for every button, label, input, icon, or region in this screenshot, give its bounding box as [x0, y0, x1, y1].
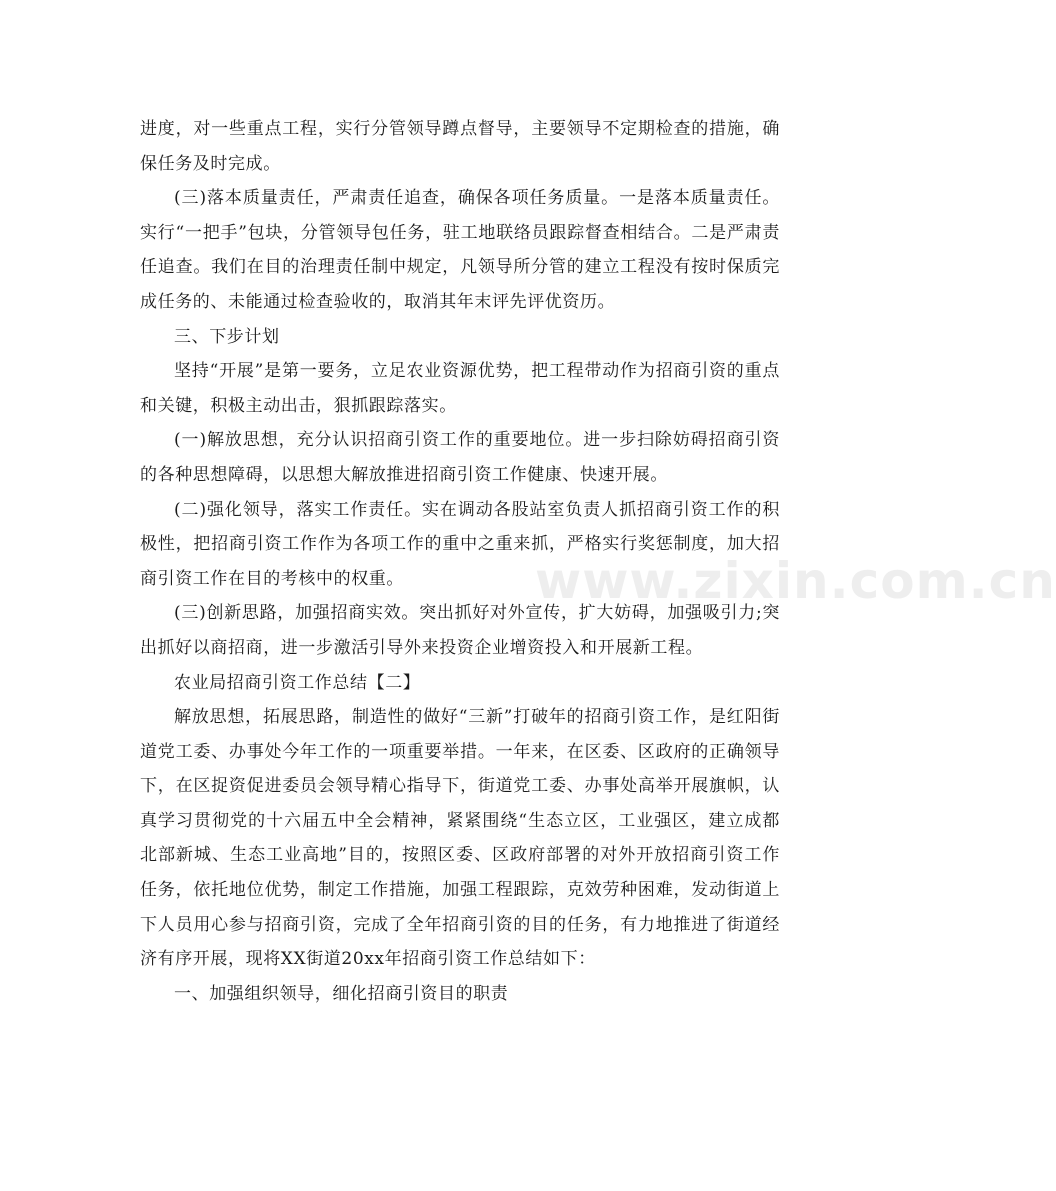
document-subtitle: 农业局招商引资工作总结【二】 — [174, 672, 421, 693]
section-heading-next-plan: 三、下步计划 — [174, 326, 280, 347]
section-heading-organization: 一、加强组织领导，细化招商引资目的职责 — [174, 983, 509, 1004]
paragraph-innovate-ideas: (三)创新思路，加强招商实效。突出抓好对外宣传，扩大妨碍，加强吸引力;突出抓好以商招商，进一步激活引导外来投资企业增资投入和开展新工程。 — [140, 603, 780, 658]
paragraph-continuation: 进度，对一些重点工程，实行分管领导蹲点督导，主要领导不定期检查的措施，确保任务及时完成。 — [140, 119, 780, 174]
paragraph-quality-responsibility: (三)落本质量责任，严肃责任追查，确保各项任务质量。一是落本质量责任。实行“一把手”包块，分管领导包任务，驻工地联络员跟踪督查相结合。二是严肃责任追查。我们在目的治理责任制中规定，凡领导所分管的建立工程没有按时保质完成任务的、未能通过检查验收的，取消其年末评先评优资历。 — [140, 188, 780, 312]
paragraph-emancipate-thinking: (一)解放思想，充分认识招商引资工作的重要地位。进一步扫除妨碍招商引资的各种思想障碍，以思想大解放推进招商引资工作健康、快速开展。 — [140, 430, 780, 485]
paragraph-development-priority: 坚持“开展”是第一要务，立足农业资源优势，把工程带动作为招商引资的重点和关键，积极主动出击，狠抓跟踪落实。 — [140, 361, 780, 416]
paragraph-summary-intro: 解放思想，拓展思路，制造性的做好“三新”打破年的招商引资工作，是红阳街道党工委、办事处今年工作的一项重要举措。一年来，在区委、区政府的正确领导下，在区捉资促进委员会领导精心指导下，街道党工委、办事处高举开展旗帜，认真学习贯彻党的十六届五中全会精神，紧紧围绕“生态立区，工业强区，建立成都北部新城、生态工业高地”目的，按照区委、区政府部署的对外开放招商引资工作任务，依托地位优势，制定工作措施，加强工程跟踪，克效劳种困难，发动街道上下人员用心参与招商引资，完成了全年招商引资的目的任务，有力地推进了街道经济有序开展，现将XX街道20xx年招商引资工作总结如下： — [140, 707, 780, 970]
paragraph-strengthen-leadership: (二)强化领导，落实工作责任。实在调动各股站室负责人抓招商引资工作的积极性，把招商引资工作作为各项工作的重中之重来抓，严格实行奖惩制度，加大招商引资工作在目的考核中的权重。 — [140, 499, 780, 589]
document-body — [140, 112, 780, 1011]
watermark: www.zixin.com.cn — [535, 552, 1056, 610]
